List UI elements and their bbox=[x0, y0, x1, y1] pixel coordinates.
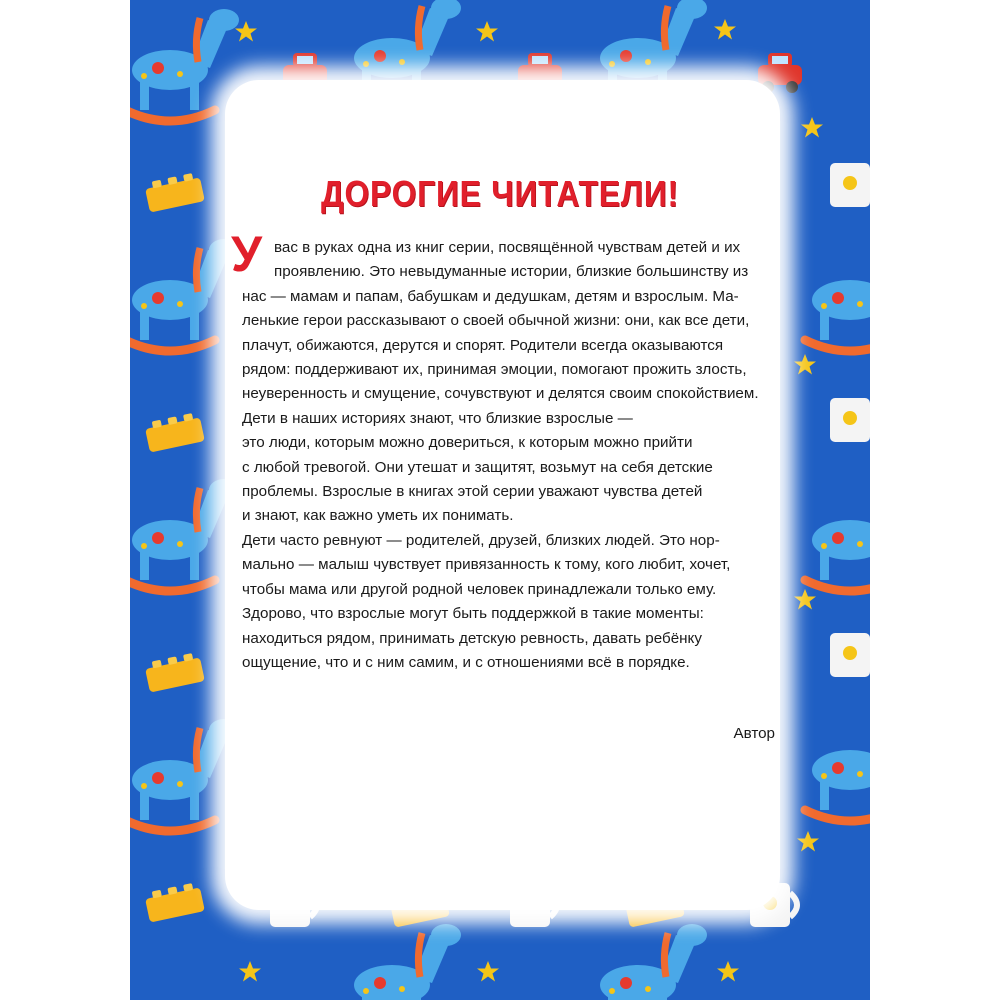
star-icon bbox=[477, 961, 499, 982]
star-icon bbox=[794, 589, 816, 610]
text-line: неуверенность и смущение, сочувствуют и делятся своим спокойствием. bbox=[242, 385, 759, 403]
drop-cap: У bbox=[231, 226, 263, 282]
text-line: с любой тревогой. Они утешат и защитят, возьмут на себя детские bbox=[242, 458, 713, 476]
text-line: и знают, как важно уметь их понимать. bbox=[242, 507, 514, 525]
paragraph-2 bbox=[242, 529, 782, 675]
star-icon bbox=[235, 21, 257, 42]
text-line: рядом: поддерживают их, принимая эмоции, помогают прожить злость, bbox=[242, 361, 747, 379]
rocking-horse-icon bbox=[130, 239, 239, 351]
toy-block-icon bbox=[145, 653, 205, 693]
rocking-horse-icon bbox=[805, 709, 870, 821]
rocking-horse-icon bbox=[593, 924, 707, 1000]
rocking-horse-icon bbox=[347, 924, 461, 1000]
rocking-horse-icon bbox=[805, 239, 870, 351]
text-line: нас — мамам и папам, бабушкам и дедушкам, детям и взрослым. Ма- bbox=[242, 287, 739, 305]
rocking-horse-icon bbox=[805, 479, 870, 591]
book-page bbox=[130, 0, 870, 1000]
star-icon bbox=[476, 21, 498, 42]
star-icon bbox=[797, 831, 819, 852]
star-icon bbox=[801, 117, 823, 138]
text-line: плачут, обижаются, дерутся и спорят. Родители всегда оказываются bbox=[242, 336, 724, 354]
text-line: проблемы. Взрослые в книгах этой серии уважают чувства детей bbox=[242, 483, 703, 501]
mug-icon bbox=[830, 633, 870, 677]
rocking-horse-icon bbox=[130, 719, 239, 831]
star-icon bbox=[794, 354, 816, 375]
text-line: вас в руках одна из книг серии, посвящённой чувствам детей и их bbox=[274, 239, 741, 256]
star-icon bbox=[239, 961, 261, 982]
mug-icon bbox=[830, 398, 870, 442]
toy-block-icon bbox=[145, 883, 205, 923]
text-line: Дети в наших историях знают, что близкие взрослые — bbox=[242, 409, 633, 427]
text-line: Дети часто ревнуют — родителей, друзей, близких людей. Это нор- bbox=[242, 532, 720, 549]
text-line: мально — малыш чувствует привязанность к тому, кого любит, хочет, bbox=[242, 556, 731, 574]
star-icon bbox=[717, 961, 739, 982]
page-title: ДОРОГИЕ ЧИТАТЕЛИ! bbox=[321, 173, 679, 214]
text-line: ленькие герои рассказывают о своей обычной жизни: они, как все дети, bbox=[242, 312, 750, 330]
text-line: находиться рядом, принимать детскую ревность, давать ребёнку bbox=[242, 629, 702, 647]
text-line: это люди, которым можно довериться, к которым можно прийти bbox=[242, 434, 693, 452]
text-line: ощущение, что и с ним самим, и с отношениями всё в порядке. bbox=[242, 654, 690, 672]
text-line: Здорово, что взрослые могут быть поддержкой в такие моменты: bbox=[242, 605, 704, 623]
text-line: проявлению. Это невыдуманные истории, близкие большинству из bbox=[274, 263, 749, 281]
star-icon bbox=[714, 19, 736, 40]
rocking-horse-icon bbox=[130, 479, 239, 591]
text-line: чтобы мама или другой родной человек принадлежали только ему. bbox=[242, 580, 717, 598]
rocking-horse-icon bbox=[130, 9, 239, 121]
toy-block-icon bbox=[145, 413, 205, 453]
mug-icon bbox=[830, 163, 870, 207]
paragraph-1 bbox=[242, 236, 782, 529]
author-signature: Автор bbox=[733, 725, 775, 742]
